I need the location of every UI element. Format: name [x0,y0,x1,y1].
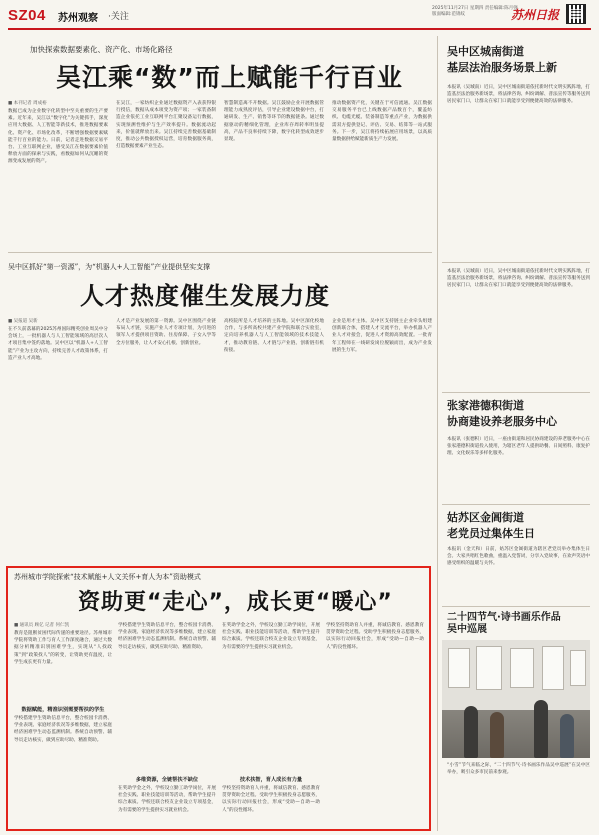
feature-text-col-2: 学校搭建学生资助信息平台，整合校园卡消费、学业表现、家庭经济状况等多维数据，建立家庭经济困难学生动态监测机制。系统自动预警、辅导员走访核实，做到应助尽助、精准资助。 [118,623,216,650]
feature-headline: 资助更“走心”，成长更“暖心” [78,590,393,615]
feature-kicker: 苏州城市学院探索“技术赋能+人文关怀+育人为本”资助模式 [14,573,201,581]
section-name: 苏州观察 [58,13,98,24]
lead-text-col-2: 在吴江，一家纺织企业通过数据资产入表获得银行授信，数据从成本项变为资产项；一家装备制造企业依托工业互联网平台汇聚设备运行数据，实现预测性维护与生产效率提升。数据流动起来，价值就释放出来。吴江持续完善数据基础制度，推动公共数据授权运营，培育数据服务商，打造数据要素产业生态。 [116,101,216,150]
lead-headline: 吴江乘“数”而上赋能千行百业 [56,63,403,92]
sidebar-item-1-text: 本报讯（吴城南）近日，吴中区城南街道依托新时代文明实践阵地，打造基层法治服务新场景，将法律咨询、纠纷调解、普法宣传等服务送到居民家门口，让群众在家门口就能享受到便捷高效的法律服务。 [447,85,590,105]
sidebar-divider [437,36,438,831]
feature-text-col-4: 学校坚持资助育人并重，将诚信教育、感恩教育贯穿资助全过程。受助学生积极投身志愿服务，以实际行动回报社会，形成“受助—自助—助人”的良性循环。 [326,623,424,650]
lead-text-col-4: 推动数据资产化，关键在于可信流通。吴江数据交易服务平台已上线数据产品数百个，覆盖纺织、电缆光缆、装备制造等重点产业，为数据供需双方提供登记、评估、交易、结算等一站式服务。下一步，吴江将持续拓展应用场景，以高质量数据供给赋能新质生产力发展。 [332,101,432,143]
sidebar-divider-1 [442,262,590,263]
sidebar-item-1-title-2: 基层法治服务场景上新 [447,61,557,74]
second-text-col-1: 在不久前落幕的2025苏州国际精英创业周吴中分会场上，一批机器人与人工智能领域的高层次人才项目集中签约落地。吴中区以“机器人+人工智能”产业为主攻方向，持续完善人才政策体系，打造产业人才高地。 [8,327,108,361]
section-divider-1 [8,252,432,253]
sidebar-item-4-title-2: 吴中巡展 [447,624,487,635]
sidebar-divider-4 [442,606,590,607]
feature-text-col-3b: 学校坚持资助育人并重，将诚信教育、感恩教育贯穿资助全过程。受助学生积极投身志愿服务，以实际行动回报社会，形成“受助—自助—助人”的良性循环。 [222,786,320,813]
exhibition-photo [442,640,590,758]
feature-text-col-3: 在奖助学金之外，学校设立勤工助学岗位，开展社会实践、职业技能培训等活动，帮助学生提升综合素质。学校还联合校友企业设立专项基金，为有需要的学生提供实习就业机会。 [222,623,320,650]
page-number: SZ04 [8,7,46,24]
feature-subhead-3: 技术扶智，育人成长有力量 [239,777,303,783]
feature-text-col-1b: 学校搭建学生资助信息平台，整合校园卡消费、学业表现、家庭经济状况等多维数据，建立家庭经济困难学生动态监测机制。系统自动预警、辅导员走访核实，做到应助尽助、精准资助。 [14,716,112,743]
feature-byline: ■ 通讯员 顾亿 记者 何仁凯 [14,623,69,628]
second-text-col-4: 企业是用才主体。吴中区支持链主企业牵头组建创新联合体，搭建人才交流平台，举办机器人产业人才对接会，促进人才资源高效配置。一批青年工程师在一线研发岗位脱颖而出，成为产业发展的生力军。 [332,319,432,353]
masthead [0,0,599,30]
second-text-col-2: 人才是产业发展的第一资源。吴中区围绕产业链布局人才链，实施产业人才专项计划，为引进的领军人才提供项目资助、住房保障、子女入学等全方位服务，让人才安心扎根、创新创业。 [116,319,216,346]
sidebar-item-3-title-2: 老党员过集体生日 [447,527,535,540]
top-rule [8,28,591,30]
second-byline: ■ 吴报道 吴新 [8,319,38,324]
lead-kicker: 加快探索数据要素化、资产化、市场化路径 [30,45,173,54]
section-sub: ·关注 [108,12,129,22]
sidebar-item-1-title-1: 吴中区城南街道 [447,45,524,58]
feature-subhead-2: 多维资源，全链帮扶不缺位 [135,777,199,783]
sidebar-divider-2 [442,392,590,393]
date-line: 2025年11月27日 星期四 责任编辑:陈月强 版面编辑:范锦纹 [432,6,518,17]
lead-text-col-1: 数据已成为企业数字化转型中至关重要的生产要素。近年来，吴江以“数字化”为关键抓手，深度应用大数据、人工智能等新技术，推进数据要素化、资产化、市场化改革，不断增强数据要素赋能千行百业的能力。日前，记者走进数据交易平台、工业互联网企业，感受吴江在数据要素价值释放方面的探索与实践，看数据如何从沉睡的资源变成发展的资产。 [8,109,108,165]
sidebar-item-2-title-2: 协商建设养老服务中心 [447,415,557,428]
feature-text-col-2b: 在奖助学金之外，学校设立勤工助学岗位，开展社会实践、职业技能培训等活动，帮助学生提升综合素质。学校还联合校友企业设立专项基金，为有需要的学生提供实习就业机会。 [118,786,216,813]
sidebar-item-1-text-cont: 本报讯（吴城南）近日，吴中区城南街道依托新时代文明实践阵地，打造基层法治服务新场景，将法律咨询、纠纷调解、普法宣传等服务送到居民家门口，让群众在家门口就能享受到便捷高效的法律服务。 [447,269,590,289]
feature-subhead-1: 数据赋能，精准识别需要帮扶的学生 [21,707,105,713]
sidebar-item-3-text: 本报讯（金天和）日前，姑苏区金阊街道为辖区老党员举办集体生日会。大家共唱红色歌曲，重温入党誓词，分享入党故事，在欢声笑语中感受组织的温暖与关怀。 [447,547,590,567]
sidebar-item-3-title-1: 姑苏区金阊街道 [447,511,524,524]
second-text-col-3: 高校院所是人才培养的主阵地。吴中区深化校地合作，与多所高校共建产业学院和联合实验室，定向培养机器人与人工智能领域的技术技能人才，推动教育链、人才链与产业链、创新链有机衔接。 [224,319,324,353]
photo-caption: “小雪”节气来临之际，“二十四节气·诗书画乐作品吴中巡展”在吴中区举办，吸引众多市民前来参观。 [447,763,590,776]
sidebar-item-4-title-1: 二十四节气·诗书画乐作品 [447,612,561,623]
sidebar-divider-3 [442,504,590,505]
qr-code-icon [566,4,586,24]
brand-logo: 苏州日报 [511,8,560,22]
second-headline: 人才热度催生发展力度 [80,282,330,310]
feature-text-col-1: 教育是阻断贫困代际传递的重要途径。苏州城市学院将资助工作与育人工作深度融合，通过大数据分析精准识别困难学生，实现从“人找政策”到“政策找人”的转变，让资助更有温度，让学生成长更有力量。 [14,631,112,665]
lead-text-col-3: 智慧制造离不开数据。吴江鼓励企业开展数据管理能力成熟度评估，引导企业建设数据中台，打通研发、生产、销售等环节的数据链条。通过数据驱动的精细化管理，企业库存周转率明显提高，产品不良率持续下降，数字化转型成效逐步显现。 [224,101,324,143]
lead-byline: ■ 本刊记者 周成裕 [8,101,47,106]
sidebar-item-2-text: 本报讯（张德积）近日，一座由街道和居民协商建设的养老服务中心在张家港德积街道投入使用，为辖区老年人提供助餐、日间照料、康复护理、文化娱乐等多样化服务。 [447,437,590,457]
sidebar-item-2-title-1: 张家港德积街道 [447,399,524,412]
second-kicker: 吴中区抓好“第一资源”，为“机器人+人工智能”产业提供坚实支撑 [8,263,211,271]
